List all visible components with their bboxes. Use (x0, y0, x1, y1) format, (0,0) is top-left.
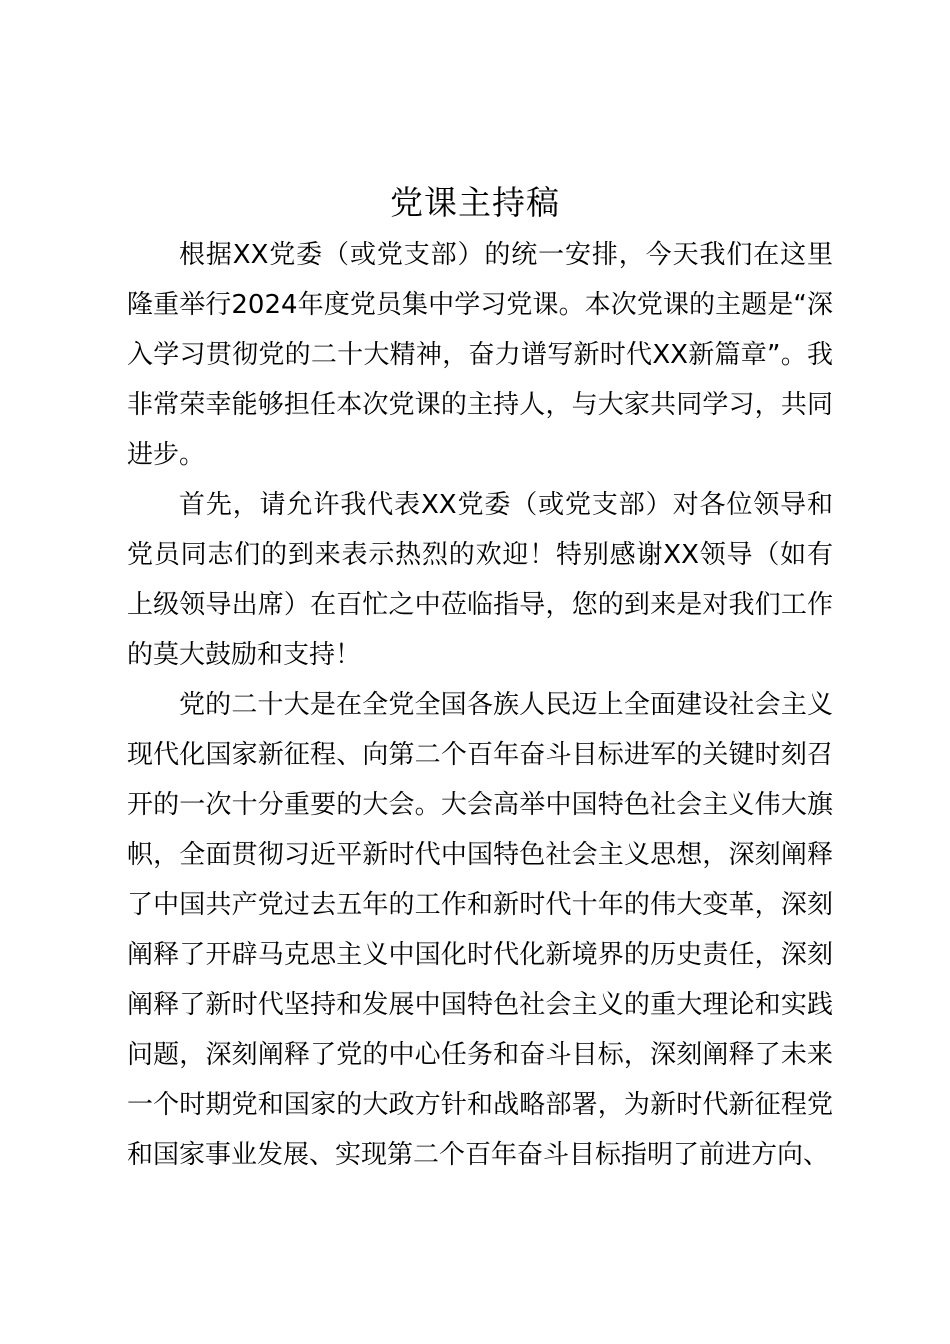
paragraph-opening: 根据XX党委（或党支部）的统一安排，今天我们在这里隆重举行2024年度党员集中学习党课。本次党课的主题是“深入学习贯彻党的二十大精神，奋力谱写新时代XX新篇章”。我非常荣幸能够担任本次党课的主持人，与大家共同学习，共同进步。 (127, 240, 833, 470)
document-title: 党课主持稿 (390, 183, 560, 222)
paragraph-congress: 党的二十大是在全党全国各族人民迈上全面建设社会主义现代化国家新征程、向第二个百年奋斗目标进军的关键时刻召开的一次十分重要的大会。大会高举中国特色社会主义伟大旗帜，全面贯彻习近平新时代中国特色社会主义思想，深刻阐释了中国共产党过去五年的工作和新时代十年的伟大变革，深刻阐释了开辟马克思主义中国化时代化新境界的历史责任，深刻阐释了新时代坚持和发展中国特色社会主义的重大理论和实践问题，深刻阐释了党的中心任务和奋斗目标，深刻阐释了未来一个时期党和国家的大政方针和战略部署，为新时代新征程党和国家事业发展、实现第二个百年奋斗目标指明了前进方向、 (127, 690, 833, 1170)
paragraph-welcome: 首先，请允许我代表XX党委（或党支部）对各位领导和党员同志们的到来表示热烈的欢迎！特别感谢XX领导（如有上级领导出席）在百忙之中莅临指导，您的到来是对我们工作的莫大鼓励和支持！ (127, 490, 833, 670)
document-body (127, 230, 833, 1180)
